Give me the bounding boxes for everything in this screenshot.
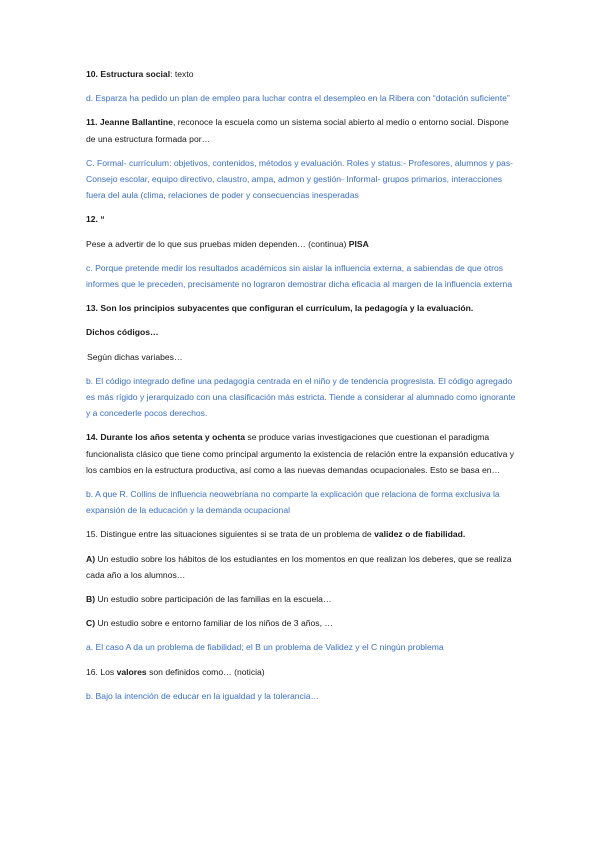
question-15-option-c xyxy=(86,615,518,631)
document-body xyxy=(86,66,518,712)
option-b-label: B) xyxy=(86,594,96,605)
answer-13: b. El código integrado define una pedagogía centrada en el niño y de tendencia progresista. El código agregado es más rígido y jerarquizado con una clasificación más estricta. Tiende a considerar al alumnado como ignorante y a concederle pocos derechos. xyxy=(86,375,516,419)
answer-14: b. A que R. Collins de influencia neowebriana no comparte la explicación que relaciona de forma exclusiva la expansión de la educación y la demanda ocupacional xyxy=(86,489,500,516)
answer-16: b. Bajo la intención de educar en la igualdad y la tolerancia… xyxy=(86,690,320,701)
answer-10: d. Esparza ha pedido un plan de empleo para luchar contra el desempleo en la Ribera con “dotación suficiente” xyxy=(86,93,510,104)
option-a-text: Un estudio sobre los hábitos de los estudiantes en los momentos en que realizan los deberes, que se realiza cada año a los alumnos… xyxy=(86,553,512,580)
question-10 xyxy=(86,66,518,82)
question-10-title: Estructura social xyxy=(100,69,171,79)
answer-15: a. El caso A da un problema de fiabilidad; el B un problema de Validez y el C ningún problema xyxy=(86,642,444,653)
question-15-lead: 15. Distingue entre las situaciones siguientes si se trata de un problema de xyxy=(86,529,375,540)
question-12-pisa: PISA xyxy=(348,238,369,249)
option-a-label: A) xyxy=(86,553,96,564)
question-12-text: Pese a advertir de lo que sus pruebas miden dependen… (continua) xyxy=(86,238,349,249)
option-c-text: Un estudio sobre e entorno familiar de los niños de 3 años, … xyxy=(95,618,333,629)
question-15-option-a xyxy=(86,551,518,583)
question-16-lead: 16. Los xyxy=(86,666,117,677)
question-10-rest: : texto xyxy=(170,69,194,79)
question-11-author: Jeanne Ballantine xyxy=(99,117,173,128)
question-13-sub1 xyxy=(86,324,518,340)
question-13-sub1-text: Dichos códigos… xyxy=(86,327,159,338)
option-c-label: C) xyxy=(86,618,96,629)
question-11-rest: , reconoce la escuela como un sistema social abierto al medio o entorno social. Dispone de una estructura formada por… xyxy=(86,117,509,144)
question-12-num-text: 12. “ xyxy=(86,214,105,225)
question-14 xyxy=(86,429,518,478)
question-13-title: 13. Son los principios subyacentes que configuran el currículum, la pedagogía y la evaluación. xyxy=(86,303,474,314)
option-b-text: Un estudio sobre participación de las familias en la escuela… xyxy=(95,594,332,605)
question-13-sub2: Según dichas variabes… xyxy=(87,351,183,362)
question-11-number: 11. xyxy=(86,117,98,128)
question-15-bold: validez o de fiabilidad. xyxy=(374,529,466,540)
question-16-bold: valores xyxy=(116,666,147,677)
question-16-rest: son definidos como… (noticia) xyxy=(146,666,265,677)
question-15 xyxy=(86,526,518,542)
question-16 xyxy=(86,664,518,680)
question-14-title: 14. Durante los años setenta y ochenta xyxy=(86,432,246,443)
question-14-rest: se produce varias investigaciones que cuestionan el paradigma funcionalista clásico que tiene como principal argumento la existencia de relación entre la expansión educativa y los cambios en la estructura productiva, así como a las nuevas demandas ocupacionales. Esto se basa en… xyxy=(86,432,515,475)
question-12 xyxy=(86,236,518,252)
question-10-number: 10. xyxy=(86,69,98,79)
question-15-option-b xyxy=(86,591,518,607)
answer-12: c. Porque pretende medir los resultados académicos sin aislar la influencia externa, a sabiendas de que otros informes que le preceden, precisamente no lograron demostrar dicha eficacia al margen de la influencia externa xyxy=(86,262,513,290)
answer-11: C. Formal- currículum: objetivos, contenidos, métodos y evaluación. Roles y status:- Profesores, alumnos y pas- Consejo escolar, equipo directivo, claustro, ampa, admon y gestión- Informal- grupos primarios, interacciones fuera del aula (clima, relaciones de poder y consecuencias inesperadas xyxy=(86,157,513,201)
question-11 xyxy=(86,114,518,146)
question-12-number xyxy=(86,211,518,227)
question-13 xyxy=(86,300,518,316)
